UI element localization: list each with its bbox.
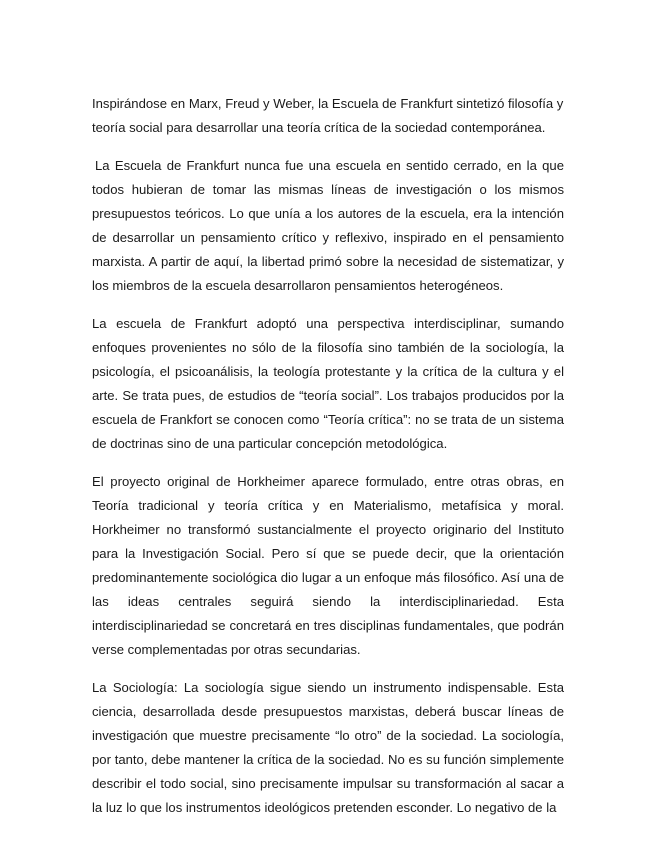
paragraph-sociologia: La Sociología: La sociología sigue siendo un instrumento indispensable. Esta ciencia, desarrollada desde presupuestos marxistas, deberá buscar líneas de investigación que muestre precisamente “lo otro” de la sociedad. La sociología, por tanto, debe mantener la crítica de la sociedad. No es su función simplemente describir el todo social, sino precisamente impulsar su transformación al sacar a la luz lo que los instrumentos ideológicos pretenden esconder. Lo negativo de la [92, 680, 564, 815]
paragraph-intro: Inspirándose en Marx, Freud y Weber, la Escuela de Frankfurt sintetizó filosofía y teoría social para desarrollar una teoría crítica de la sociedad contemporánea. [92, 96, 564, 135]
document-body [92, 92, 564, 834]
paragraph-escuela-abierta: La Escuela de Frankfurt nunca fue una escuela en sentido cerrado, en la que todos hubieran de tomar las mismas líneas de investigación o los mismos presupuestos teóricos. Lo que unía a los autores de la escuela, era la intención de desarrollar un pensamiento crítico y reflexivo, inspirado en el pensamiento marxista. A partir de aquí, la libertad primó sobre la necesidad de sistematizar, y los miembros de la escuela desarrollaron pensamientos heterogéneos. [92, 158, 564, 293]
paragraph-horkheimer: El proyecto original de Horkheimer aparece formulado, entre otras obras, en Teoría tradicional y teoría crítica y en Materialismo, metafísica y moral. Horkheimer no transformó sustancialmente el proyecto originario del Instituto para la Investigación Social. Pero sí que se puede decir, que la orientación predominantemente sociológica dio lugar a un enfoque más filosófico. Así una de las ideas centrales seguirá siendo la interdisciplinariedad. Esta interdisciplinariedad se concretará en tres disciplinas fundamentales, que podrán verse complementadas por otras secundarias. [92, 474, 564, 657]
paragraph-interdisciplinar: La escuela de Frankfurt adoptó una perspectiva interdisciplinar, sumando enfoques provenientes no sólo de la filosofía sino también de la sociología, la psicología, el psicoanálisis, la teología protestante y la crítica de la cultura y el arte. Se trata pues, de estudios de “teoría social”. Los trabajos producidos por la escuela de Frankfort se conocen como “Teoría crítica”: no se trata de un sistema de doctrinas sino de una particular concepción metodológica. [92, 316, 564, 451]
